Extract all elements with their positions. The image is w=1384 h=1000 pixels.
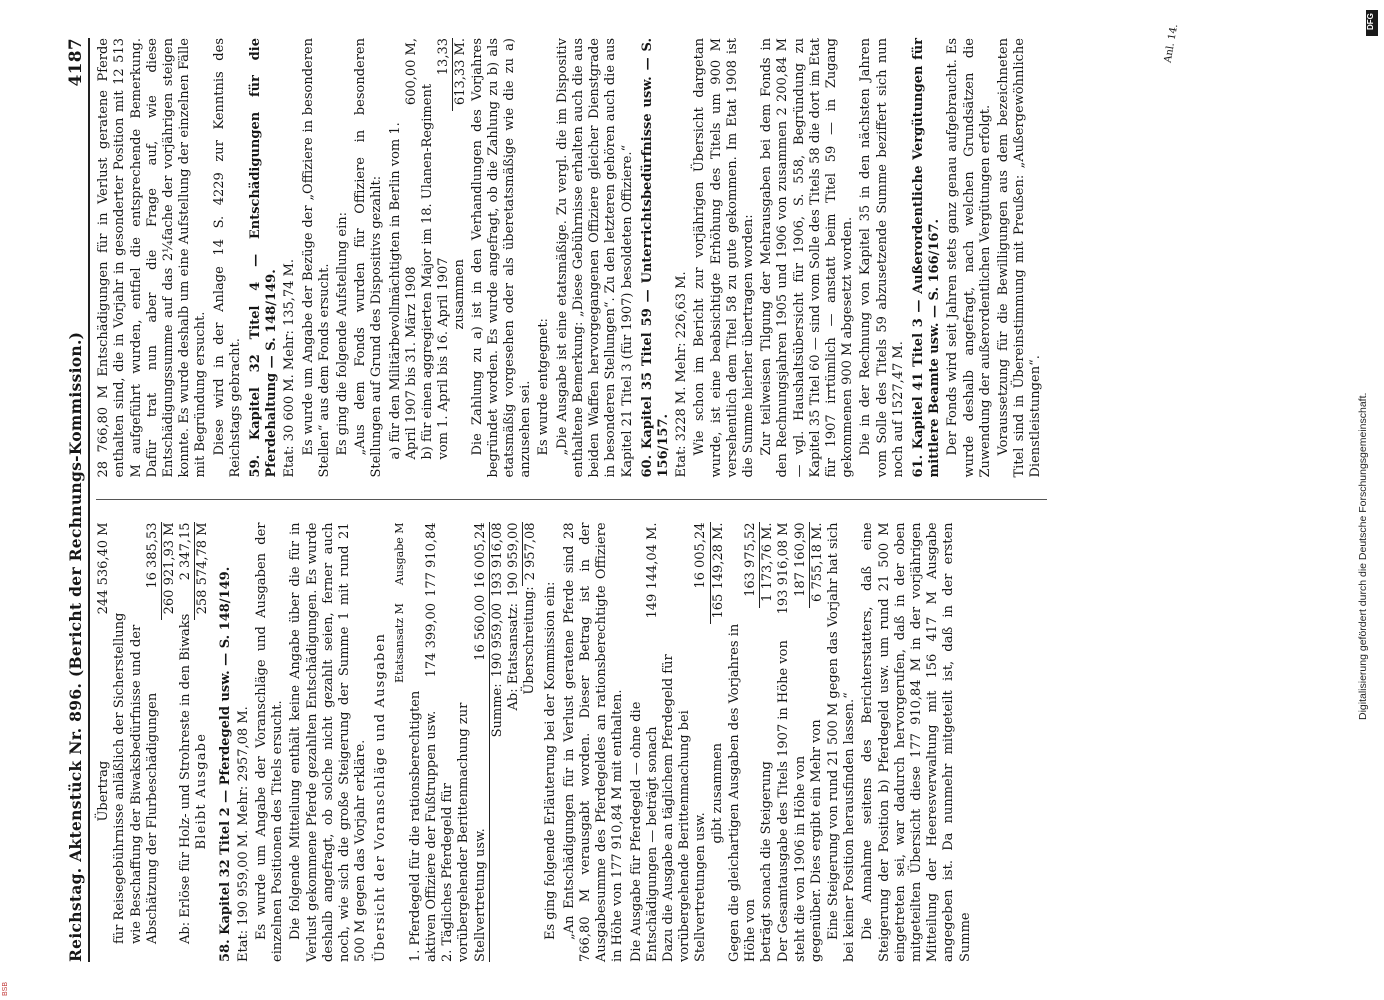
gegen-label: Gegen die gleichartigen Ausgaben des Vorjahres in Höhe von (726, 623, 758, 962)
bleibt-amount: 258 574,78 M (194, 522, 211, 620)
section-58-paragraph-1: Es wurde um Angabe der Voranschläge und Ausgaben der einzelnen Positionen des Titels ersucht. (254, 522, 286, 962)
ueber-label: Überschreitung: (522, 586, 538, 695)
ab-amount: 2 347,15 (178, 522, 194, 581)
section-59-paragraph-4: Die Zahlung zu a) ist in den Verhandlungen des Vorjahres begründet worden. Es wurde angefragt, ob die Zahlung zu b) als etatsmäßig vorgesehen oder als überetatsmäßige wie die zu a) anzusehen sei. (469, 38, 534, 478)
mehr-label: gegenüber. Dies ergibt ein Mehr von (808, 719, 824, 962)
page-header (68, 38, 90, 962)
overview-title: Übersicht der Voranschläge und Ausgaben (373, 632, 389, 962)
pferdegeld-amount: 149 144,04 M. (644, 522, 660, 619)
column-divider (96, 500, 1046, 501)
item-2-ausgabe: 16 005,24 (472, 522, 488, 589)
right-column (96, 38, 1046, 478)
steigerung-amount: 1 173,76 M. (759, 522, 776, 607)
ab-text: Ab: Erlöse für Holz- und Strohreste in den Biwaks (178, 613, 194, 944)
item-1-etat: 174 399,00 (424, 602, 440, 678)
sum-1: 260 921,93 M (161, 522, 178, 620)
section-59-paragraph-6: „Die Ausgabe ist eine etatsmäßige. Zu vergl. die im Dispositiv enthaltene Bemerkung: „Diese Gebührnisse erhalten auch die aus beiden Waffen hervorgegangenen Offiziere gleicher Dienstgrade in besonderen Stellungen“. Zu den letzteren gehören auch die aus Kapitel 21 Titel 3 (für 1907) besoldeten Offiziere.“ (554, 38, 635, 478)
section-58-heading: 58. Kapitel 32 Titel 2 — Pferdegeld usw. — S. 148/149. (217, 566, 233, 962)
column-head-ausgabe: Ausgabe M (392, 522, 406, 586)
taeglich-amount: 16 005,24 (693, 522, 709, 589)
zusammen-label: zusammen (452, 259, 468, 330)
bleibt-label: Bleibt Ausgabe (194, 732, 210, 850)
section-58-paragraph-2: Die folgende Mitteilung enthält keine Angabe über die für in Verlust gekommene Pferde gezahlten Entschädigungen. Es wurde deshalb angefragt, ob solche nicht gezahlt seien, ferner auch noch, wie sich die große Steigerung der Summe 1 mit rund 21 500 M gegen das Vorjahr erkläre. (288, 522, 369, 962)
section-58-etat: Etat: 190 959,00 M. Mehr: 2957,08 M. (235, 706, 251, 962)
item-b-amount: 13,33 (436, 38, 452, 76)
gesamt-amount: 193 916,08 M (776, 522, 792, 615)
section-61-heading: 61. Kapitel 41 Titel 3 — Außerordentliche Vergütungen für mittlere Beamte usw. — S. 166/167. (910, 38, 943, 478)
item-a-amount: 600,00 M, (403, 38, 419, 106)
section-59-heading: 59. Kapitel 32 Titel 4 — Entschädigungen für die Pferdehaltung — S. 148/149. (248, 38, 280, 478)
ab-etat-value: 190 959,00 (506, 522, 522, 597)
uebertrag-label: Übertrag (96, 760, 112, 822)
section-60-paragraph-1: Wie schon im Bericht zur vorjährigen Übersicht dargetan wurde, ist eine beabsichtigte Erhöhung des Titels um 900 M versehentlich dem Titel 58 zu gute gekommen. Im Etat 1908 ist die Summe hierher übertragen worden: (692, 38, 756, 478)
gesamt-label: Der Gesamtausgabe des Titels 1907 in Höhe von (776, 640, 792, 962)
summe-ausgabe: 193 916,08 (489, 522, 505, 597)
section-59-etat: Etat: 30 600 M. Mehr: 135,74 M. (282, 258, 298, 478)
right-paragraph-1: 28 766,80 M Entschädigungen für in Verlust geratene Pferde enthalten sind, die in Vorjahr in gesonderter Position mit 12 513 M aufgeführt wurden, entfiel die entsprechende Bemerkung. Dafür trat nun aber die Frage auf, wie diese Entschädigungssumme auf das 2¼fache der vorjährigen steigen konnte. Es wurde deshalb um eine Aufstellung der einzelnen Fälle mit Begründung ersucht. (96, 38, 209, 478)
library-mark (2, 978, 12, 998)
digitization-credit (1353, 30, 1373, 1000)
section-60-heading: 60. Kapitel 35 Titel 59 — Unterrichtsbedürfnisse usw. — S. 156/157. (639, 38, 671, 478)
steht-label: steht die von 1906 in Höhe von (792, 755, 808, 962)
annahme-paragraph: Die Annahme seitens des Berichterstatters, daß eine Steigerung der Position b) Pferdegeld usw. um rund 21 500 M eingetreten sei, war dadurch hervorgerufen, daß in der oben mitgeteilten Übersicht diese 177 910,84 M in der vorjährigen Mitteilung der Heeresverwaltung mit 156 417 M Ausgabe angegeben ist. Da nunmehr mitgeteilt ist, daß in der ersten Summe (860, 522, 973, 962)
dfg-logo (1366, 10, 1378, 36)
right-paragraph-2: Diese wird in der Anlage 14 S. 4229 zur Kenntnis des Reichstags gebracht. (211, 38, 243, 478)
zusammen-amount: 613,33 M. (452, 38, 469, 111)
item-2-label: 2. Tägliches Pferdegeld für vorübergehender Berittenmachung zur Stellvertretung usw. (440, 702, 488, 962)
reise-amount: 16 385,53 (144, 522, 160, 589)
erlaeuterung-quote: „An Entschädigungen für in Verlust geratene Pferde sind 28 766,80 M verausgabt worden. Dieser Betrag ist in der Ausgabesumme des Pferdegeldes an rationsberechtigte Offiziere in Höhe von 177 910,84 M mit enthalten. (561, 522, 626, 962)
ueber-value: 2 957,08 (522, 522, 539, 586)
section-61-paragraph-1: Der Fonds wird seit Jahren stets ganz genau aufgebraucht. Es wurde deshalb angefragt, nach welchen Grundsätzen die Zuwendung der außerordentlichen Vergütungen erfolgt. (945, 38, 993, 478)
item-1-ausgabe: 177 910,84 (424, 522, 440, 597)
mehr-amount: 6 755,18 M. (809, 522, 826, 607)
section-61-paragraph-2: Voraussetzung für die Bewilligungen aus dem bezeichneten Titel sind in Übereinstimmung mit Preußen: „Außergewöhnliche Dienstleistungen“. (995, 38, 1044, 478)
item-b-text: b) für einen aggregierten Major im 18. Ulanen-Regiment vom 1. April bis 16. April 1907 (420, 83, 452, 460)
section-59-paragraph-5: Es wurde entgegnet: (536, 318, 552, 456)
gibt-label: gibt zusammen (709, 742, 725, 844)
section-60-paragraph-2: Zur teilweisen Tilgung der Mehrausgaben bei dem Fonds in den Rechnungsjahren 1905 und 1906 von zusammen 2 200,84 M — vgl. Haushaltsübersicht für 1906, S. 558, Begründung zu Kapitel 35 Titel 60 — sind vom Solle des Titels 58 die dort im Etat für 1907 irrtümlich — anstatt beim Titel 59 — in Zugang gekommenen 900 M abgesetzt worden. (759, 38, 856, 478)
item-a-text: a) für den Militärbevollmächtigten in Berlin vom 1. April 1907 bis 31. März 1908 (387, 122, 419, 460)
steigerung-paragraph: Eine Steigerung von rund 21 500 M gegen das Vorjahr hat sich bei keiner Position herausfinden lassen.“ (825, 522, 858, 962)
margin-annotation: Anl. 14. (1162, 23, 1181, 64)
steigerung-label: beträgt sonach die Steigerung (759, 761, 775, 962)
erlaeuterung-intro: Es ging folgende Erläuterung bei der Kommission ein: (543, 581, 559, 940)
library-mark-text: BSB (2, 981, 9, 996)
credit-text: Digitalisierung gefördert durch die Deutsche Forschungsgemeinschaft. (1357, 392, 1369, 720)
overview-item (408, 522, 440, 962)
section-59-paragraph-2: Es ging die folgende Aufstellung ein: (335, 212, 351, 456)
summe-etat: 190 959,00 (489, 602, 505, 678)
uebertrag-amount: 244 536,40 M (96, 522, 112, 615)
item-1-label: 1. Pferdegeld für die rationsberechtigten aktiven Offiziere der Fußtruppen usw. (407, 690, 440, 962)
left-column (96, 522, 1046, 962)
gegen-amount: 163 975,52 (742, 522, 758, 597)
header-title: Reichstag. Aktenstück Nr. 896. (Bericht der Rechnungs-Kommission.) (66, 331, 85, 962)
section-59-paragraph-1: Es wurde um Angabe der Bezüge der „Offiziere in besonderen Stellen“ aus dem Fonds ersucht. (300, 38, 332, 478)
item-2-etat: 16 560,00 (472, 594, 488, 661)
pferdegeld-text: Die Ausgabe für Pferdegeld — ohne die Entschädigungen — beträgt sonach (628, 701, 660, 962)
section-60-paragraph-3: Die in der Rechnung von Kapitel 35 in den nächsten Jahren vom Solle des Titels 59 abzusetzende Summe beziffert sich nun noch auf 1527,47 M. (858, 38, 906, 478)
steht-amount: 187 160,90 (792, 522, 808, 597)
overview-item (440, 522, 489, 962)
rotated-document-page (62, 20, 1352, 980)
summe-label: Summe: (489, 683, 505, 738)
column-head-etat: Etatsansatz M (392, 603, 406, 683)
gibt-amount: 165 149,28 M. (710, 522, 727, 624)
page-number: 4187 (66, 38, 86, 87)
dfg-logo-text: DFG (1366, 13, 1375, 30)
taeglich-text: Dazu die Ausgabe an täglichem Pferdegeld für vorübergehende Berittenmachung bei Stellvertretungen usw. (660, 654, 709, 962)
section-59-paragraph-3: „Aus dem Fonds wurden für Offiziere in besonderen Stellungen auf Grund des Dispositivs gezahlt: (353, 38, 385, 478)
section-60-etat: Etat: 3228 M. Mehr: 226,63 M. (674, 271, 690, 478)
ab-etat-label: Ab: Etatsansatz: (506, 602, 522, 711)
reise-text: für Reisegebührnisse anläßlich der Sicherstellung wie Beschaffung der Biwaksbedürfnisse und der Abschätzung der Flurbeschädigungen (112, 612, 160, 944)
